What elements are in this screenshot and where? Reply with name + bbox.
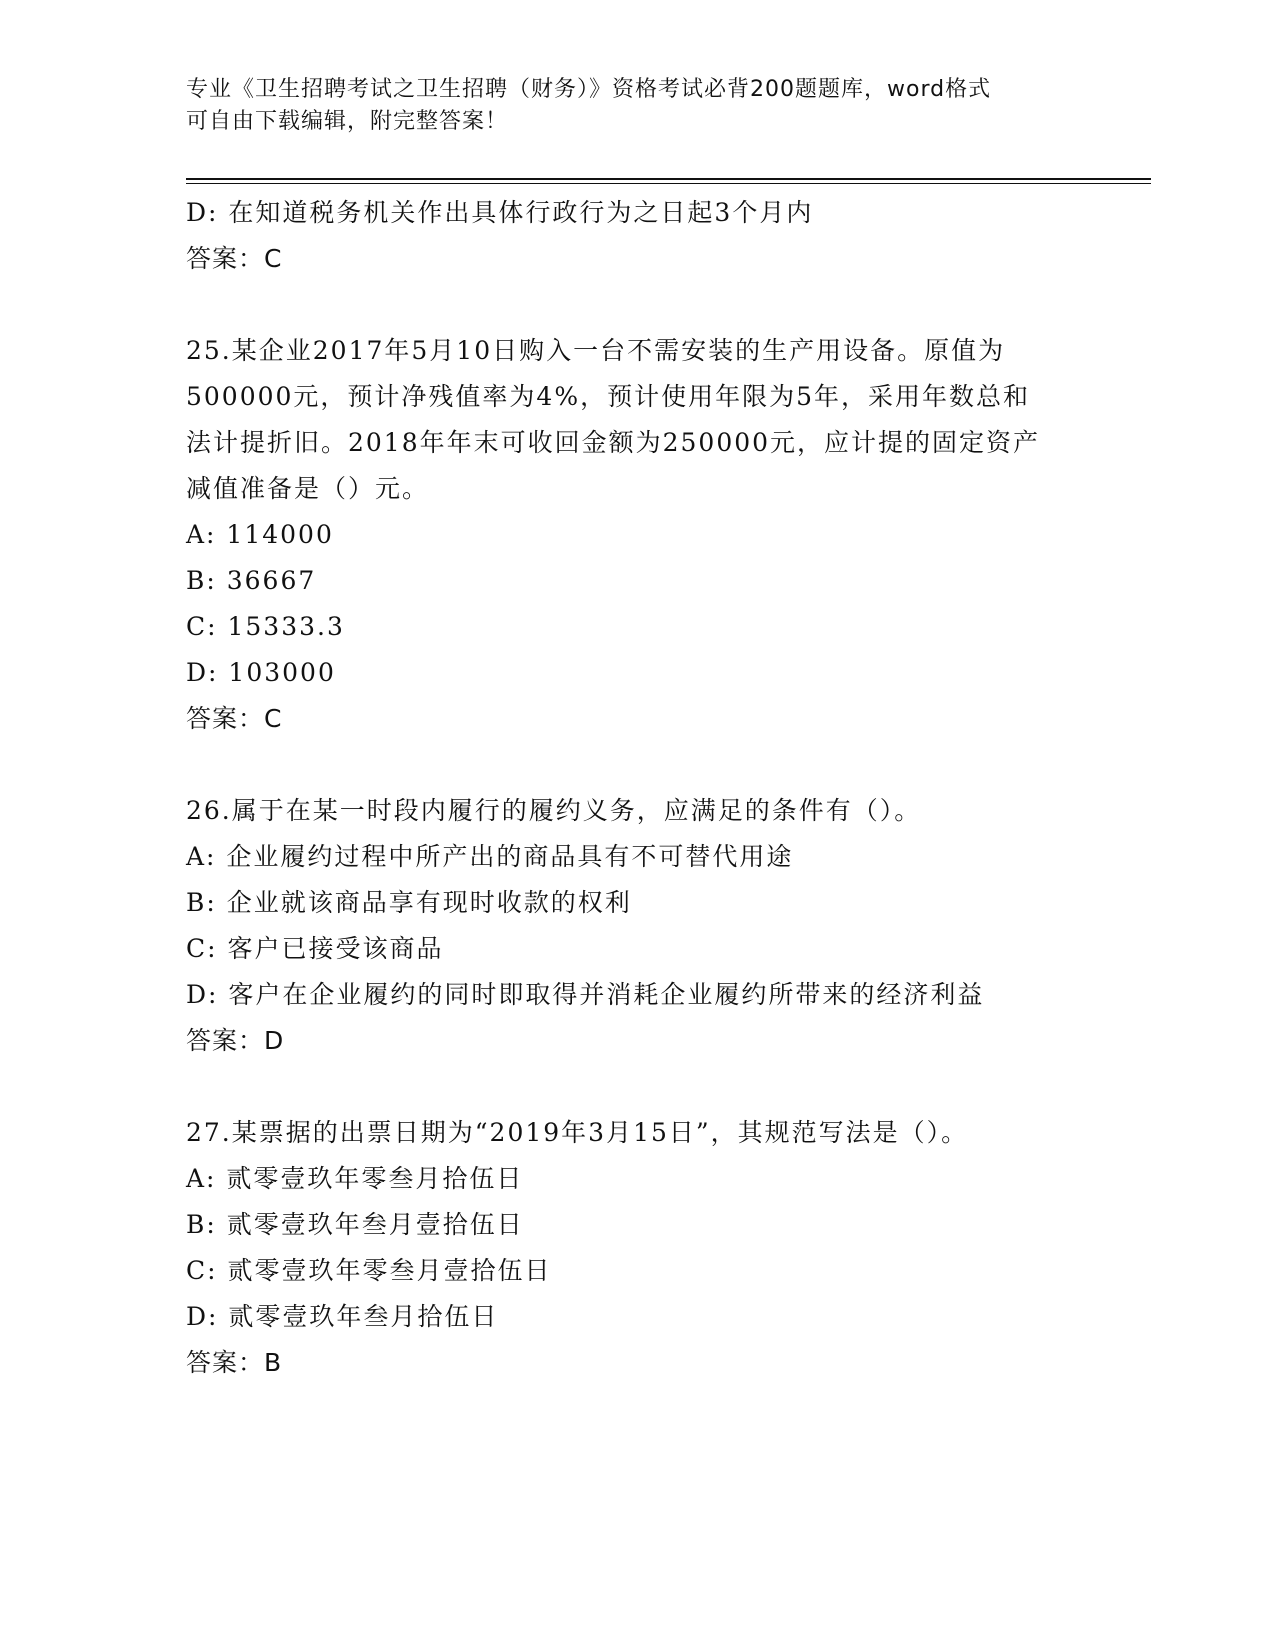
question-stem-line: 500000元，预计净残值率为4%，预计使用年限为5年，采用年数总和 bbox=[186, 382, 1031, 411]
question-27 bbox=[186, 1110, 1086, 1386]
header-title-line-2: 可自由下载编辑，附完整答案！ bbox=[186, 109, 509, 134]
header-rule-thick bbox=[186, 178, 1151, 180]
spacer bbox=[186, 282, 1086, 328]
option-d: D: 贰零壹玖年叁月拾伍日 bbox=[186, 1302, 499, 1331]
option-c: C: 15333.3 bbox=[186, 612, 345, 641]
header-rule-thin bbox=[186, 183, 1151, 184]
question-25 bbox=[186, 328, 1086, 742]
answer-line: 答案：C bbox=[186, 704, 283, 733]
option-b: B: 企业就该商品享有现时收款的权利 bbox=[186, 888, 632, 917]
question-stem-line: 法计提折旧。2018年年末可收回金额为250000元，应计提的固定资产 bbox=[186, 428, 1041, 457]
answer-line: 答案：D bbox=[186, 1026, 285, 1055]
option-d: D: 客户在企业履约的同时即取得并消耗企业履约所带来的经济利益 bbox=[186, 980, 985, 1009]
answer-line: 答案：C bbox=[186, 244, 283, 273]
question-content bbox=[186, 190, 1086, 1386]
option-c: C: 贰零壹玖年零叁月壹拾伍日 bbox=[186, 1256, 552, 1285]
question-stem-line: 25.某企业2017年5月10日购入一台不需安装的生产用设备。原值为 bbox=[186, 336, 1006, 365]
question-26 bbox=[186, 788, 1086, 1064]
option-b: B: 36667 bbox=[186, 566, 317, 595]
question-stem-line: 26.属于在某一时段内履行的履约义务，应满足的条件有（）。 bbox=[186, 796, 922, 825]
prev-question-block bbox=[186, 190, 1086, 282]
option-a: A: 企业履约过程中所产出的商品具有不可替代用途 bbox=[186, 842, 794, 871]
answer-line: 答案：B bbox=[186, 1348, 283, 1377]
option-a: A: 114000 bbox=[186, 520, 334, 549]
document-header bbox=[186, 74, 1066, 138]
option-b: B: 贰零壹玖年叁月壹拾伍日 bbox=[186, 1210, 524, 1239]
question-stem-line: 减值准备是（）元。 bbox=[186, 474, 430, 503]
spacer bbox=[186, 1064, 1086, 1110]
header-title-line-1: 专业《卫生招聘考试之卫生招聘（财务）》资格考试必背200题题库，word格式 bbox=[186, 77, 992, 102]
spacer bbox=[186, 742, 1086, 788]
question-stem-line: 27.某票据的出票日期为“2019年3月15日”，其规范写法是（）。 bbox=[186, 1118, 969, 1147]
option-d: D: 103000 bbox=[186, 658, 336, 687]
option-c: C: 客户已接受该商品 bbox=[186, 934, 444, 963]
option-d: D: 在知道税务机关作出具体行政行为之日起3个月内 bbox=[186, 198, 814, 227]
option-a: A: 贰零壹玖年零叁月拾伍日 bbox=[186, 1164, 524, 1193]
